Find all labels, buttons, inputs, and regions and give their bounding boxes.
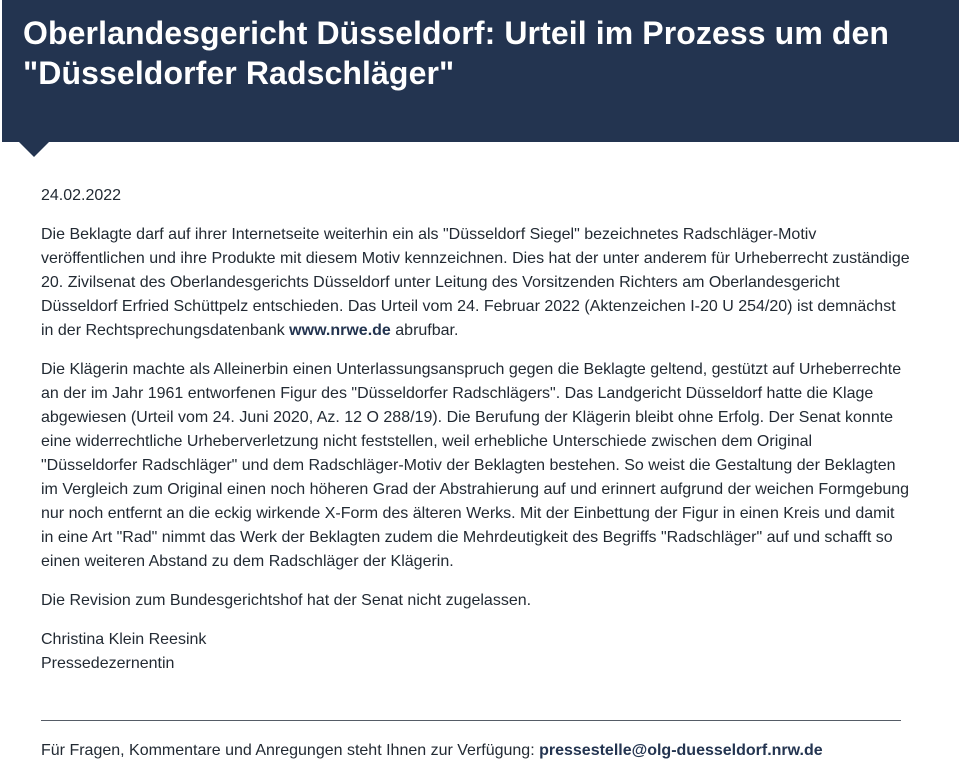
contact-text: Für Fragen, Kommentare und Anregungen steht Ihnen zur Verfügung: — [41, 742, 540, 759]
contact-email-link[interactable]: pressestelle@olg-duesseldorf.nrw.de — [539, 742, 823, 759]
header-notch-arrow — [19, 142, 49, 157]
signature-role: Pressedezernentin — [41, 655, 175, 672]
publication-date: 24.02.2022 — [41, 187, 122, 204]
paragraph-intro — [41, 223, 911, 343]
page-title: Oberlandesgericht Düsseldorf: Urteil im Prozess um den "Düsseldorfer Radschläger" — [23, 15, 890, 91]
contact-footer — [41, 739, 941, 763]
footer-divider — [41, 720, 901, 721]
paragraph-intro-tail: abrufbar. — [390, 322, 459, 339]
signature-name: Christina Klein Reesink — [41, 631, 207, 648]
page-header — [2, 0, 959, 142]
article-body — [41, 184, 911, 676]
paragraph-revision: Die Revision zum Bundesgerichtshof hat der Senat nicht zugelassen. — [41, 592, 532, 609]
nrwe-link[interactable]: www.nrwe.de — [289, 322, 391, 339]
paragraph-intro-text: Die Beklagte darf auf ihrer Internetseite weiterhin ein als "Düsseldorf Siegel" bezeichnetes Radschläger-Motiv veröffentlichen und ihre Produkte mit diesem Motiv kennzeichnen. Dies hat der unter anderem für Urheberrecht zuständige 20. Zivilsenat des Oberlandesgerichts Düsseldorf unter Leitung des Vorsitzenden Richters am Oberlandesgericht Düsseldorf Erfried Schüttpelz entschieden. Das Urteil vom 24. Februar 2022 (Aktenzeichen I-20 U 254/20) ist demnächst in der Rechtsprechungsdatenbank — [41, 226, 910, 339]
signature-block — [41, 628, 911, 676]
paragraph-details: Die Klägerin machte als Alleinerbin einen Unterlassungsanspruch gegen die Beklagte geltend, gestützt auf Urheberrechte an der im Jahr 1961 entworfenen Figur des "Düsseldorfer Radschlägers". Das Landgericht Düsseldorf hatte die Klage abgewiesen (Urteil vom 24. Juni 2020, Az. 12 O 288/19). Die Berufung der Klägerin bleibt ohne Erfolg. Der Senat konnte eine widerrechtliche Urheberverletzung nicht feststellen, weil erhebliche Unterschiede zwischen dem Original "Düsseldorfer Radschläger" und dem Radschläger-Motiv der Beklagten bestehen. So weist die Gestaltung der Beklagten im Vergleich zum Original einen noch höheren Grad der Abstrahierung auf und erinnert aufgrund der weichen Formgebung nur noch entfernt an die eckig wirkende X-Form des älteren Werks. Mit der Einbettung der Figur in einen Kreis und damit in eine Art "Rad" nimmt das Werk der Beklagten zudem die Mehrdeutigkeit des Begriffs "Radschläger" auf und schafft so einen weiteren Abstand zu dem Radschläger der Klägerin. — [41, 361, 910, 570]
